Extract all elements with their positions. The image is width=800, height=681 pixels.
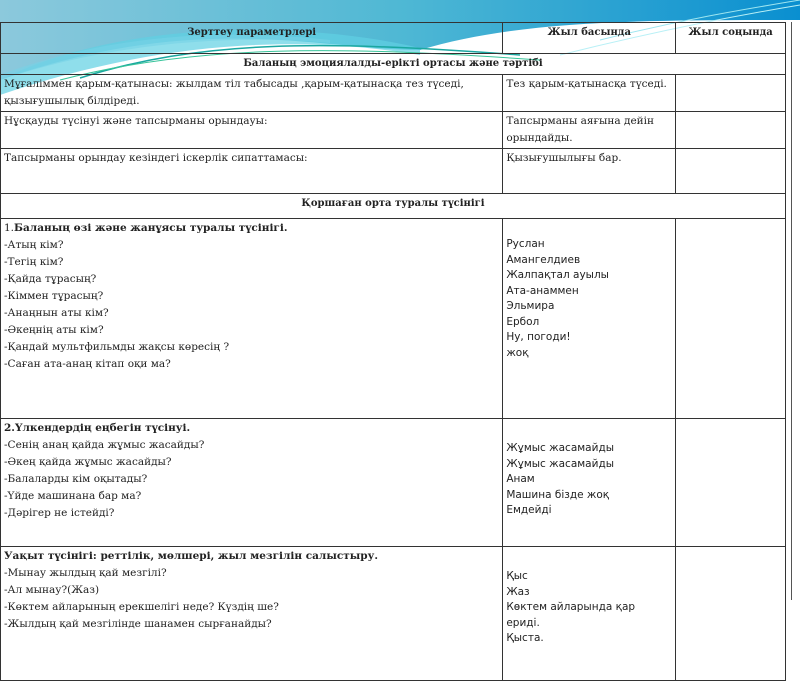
- answer: Амангелдиев: [506, 253, 581, 266]
- start-cell: [503, 219, 676, 419]
- end-cell[interactable]: [676, 547, 786, 681]
- answer: Жалпақтал ауылы: [506, 269, 609, 281]
- question: -Сенің анаң қайда жұмыс жасайды?: [4, 439, 205, 451]
- answer: Ну, погоди!: [506, 331, 571, 343]
- section-title-emotional: Баланың эмоциялалды-ерікті ортасы және тәртібі: [1, 54, 786, 75]
- end-cell[interactable]: [676, 149, 786, 194]
- question: -Саған ата-анаң кітап оқи ма?: [4, 358, 171, 370]
- answer: Машина бізде жоқ: [506, 488, 610, 501]
- page-right-edge: [791, 22, 792, 600]
- block-heading: Уақыт түсінігі: реттілік, мөлшері, жыл мезгілін салыстыру.: [4, 550, 379, 562]
- answer: Ата-анаммен: [506, 284, 579, 297]
- table-row: [1, 112, 786, 149]
- question: -Анаңнын аты кім?: [4, 307, 109, 319]
- param-cell: [1, 419, 503, 547]
- question: -Кіммен тұрасың?: [4, 290, 104, 302]
- question: -Дәрігер не істейді?: [4, 507, 115, 519]
- answer: Жұмыс жасамайды: [506, 457, 614, 470]
- header-year-start: Жыл басында: [503, 23, 676, 54]
- question: -Балаларды кім оқытады?: [4, 473, 148, 485]
- table-row: [1, 419, 786, 547]
- answer: Қыс: [506, 570, 528, 582]
- start-cell: [503, 547, 676, 681]
- question: -Қандай мультфильмды жақсы көресің ?: [4, 341, 230, 353]
- answer: жоқ: [506, 346, 529, 359]
- header-year-end: Жыл соңында: [676, 23, 786, 54]
- block-heading: 2.Үлкендердің еңбегін түсінуі.: [4, 422, 191, 434]
- table-row: [1, 219, 786, 419]
- section-header-row: [1, 54, 786, 75]
- section-header-row: [1, 194, 786, 219]
- start-cell: Тапсырманы аяғына дейін орындайды.: [503, 112, 676, 149]
- question: -Әкең қайда жұмыс жасайды?: [4, 456, 172, 468]
- observation-table: [0, 22, 786, 681]
- param-cell: Мұғаліммен қарым-қатынасы: жылдам тіл табысады ,қарым-қатынасқа тез түседі, қызығушылық білдіреді.: [1, 75, 503, 112]
- question: -Мынау жылдың қай мезгілі?: [4, 567, 167, 579]
- block-heading: [4, 220, 499, 237]
- answer: Жаз: [506, 585, 530, 598]
- block-number: 1.: [4, 222, 15, 234]
- question: -Тегің кім?: [4, 256, 64, 268]
- question: -Әкеңнің аты кім?: [4, 324, 104, 336]
- param-cell: Тапсырманы орындау кезіндегі іскерлік сипаттамасы:: [1, 149, 503, 194]
- end-cell[interactable]: [676, 75, 786, 112]
- section-title-environment: Қоршаған орта туралы түсінігі: [1, 194, 786, 219]
- table-row: [1, 75, 786, 112]
- question: -Жылдың қай мезгілінде шанамен сырғанайды?: [4, 618, 272, 630]
- param-cell: [1, 219, 503, 419]
- start-cell: Қызығушылығы бар.: [503, 149, 676, 194]
- answer: Руслан: [506, 238, 545, 250]
- answer: Көктем айларында қар: [506, 601, 636, 613]
- answer: Анам: [506, 473, 535, 485]
- end-cell[interactable]: [676, 219, 786, 419]
- table-header-row: [1, 23, 786, 54]
- table-row: [1, 547, 786, 681]
- start-cell: [503, 419, 676, 547]
- answer: Жұмыс жасамайды: [506, 442, 614, 454]
- block-heading-text: Баланың өзі және жанұясы туралы түсінігі.: [14, 222, 288, 234]
- param-cell: Нұсқауды түсінуі және тапсырманы орындауы:: [1, 112, 503, 149]
- answer: Ербол: [506, 315, 540, 328]
- answer: Емдейді: [506, 504, 552, 516]
- answer: Эльмира: [506, 300, 555, 312]
- answer: Қыста.: [506, 632, 544, 644]
- question: -Ал мынау?(Жаз): [4, 584, 100, 596]
- param-cell: [1, 547, 503, 681]
- answer: ериді.: [506, 616, 540, 629]
- end-cell[interactable]: [676, 112, 786, 149]
- start-cell: Тез қарым-қатынасқа түседі.: [503, 75, 676, 112]
- end-cell[interactable]: [676, 419, 786, 547]
- question: -Қайда тұрасың?: [4, 273, 97, 285]
- question: -Атың кім?: [4, 239, 64, 251]
- table-row: [1, 149, 786, 194]
- header-params: Зерттеу параметрлері: [1, 23, 503, 54]
- question: -Үйде машинана бар ма?: [4, 490, 142, 502]
- question: -Көктем айларының ерекшелігі неде? Күздің ше?: [4, 601, 279, 613]
